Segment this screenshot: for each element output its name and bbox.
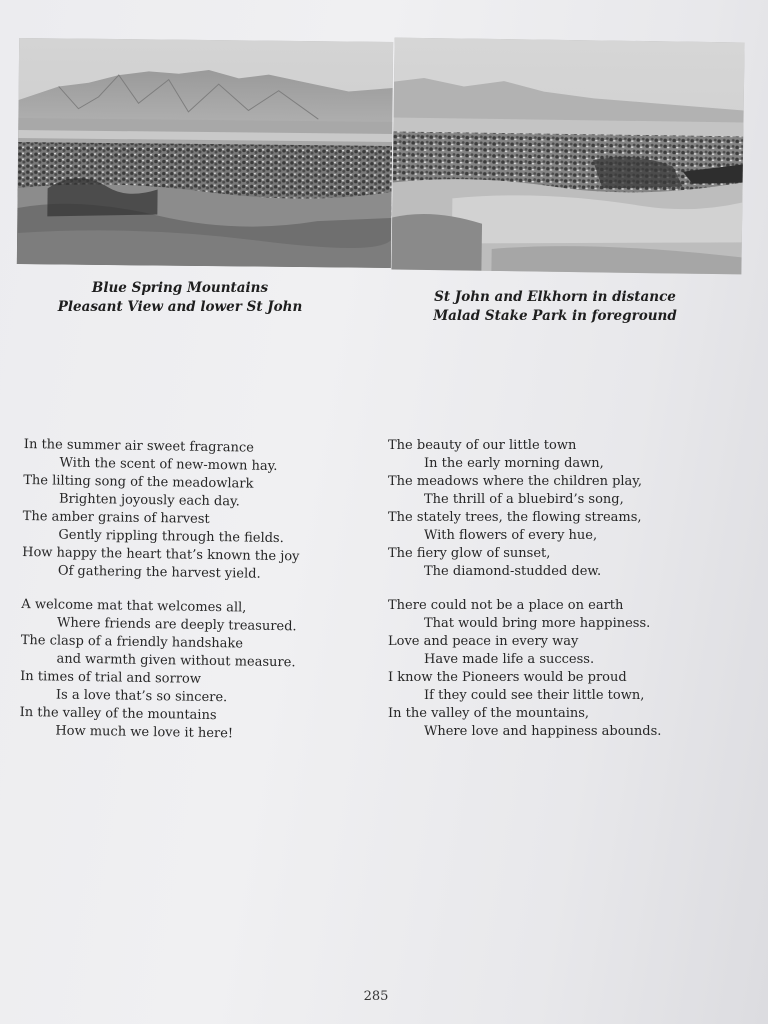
poem-line: The amber grains of harvest	[22, 508, 210, 527]
poem-line: The meadows where the children play,	[388, 474, 643, 489]
poem-line: and warmth given without measure.	[56, 651, 296, 671]
poem-line: With flowers of every hue,	[424, 528, 598, 543]
poem-line: How happy the heart that’s known the joy	[22, 544, 300, 565]
caption-right-line-2: Malad Stake Park in foreground	[433, 308, 677, 324]
photo-caption-left	[40, 279, 320, 317]
stanza-gap	[388, 581, 661, 597]
page-number: 285	[363, 989, 389, 1004]
poem-line: In the valley of the mountains,	[388, 706, 590, 721]
poem-line: The fiery glow of sunset,	[388, 546, 551, 561]
poem-line: Have made life a success.	[424, 652, 595, 667]
poem-line: In the early morning dawn,	[424, 456, 604, 471]
poem-left-stanza-2	[19, 596, 299, 744]
poem-line: The thrill of a bluebird’s song,	[424, 492, 624, 507]
poem-line: Where love and happiness abounds.	[424, 724, 662, 739]
poem-line: The diamond-studded dew.	[424, 564, 602, 579]
poem-line: How much we love it here!	[55, 723, 234, 742]
poem-line: In times of trial and sorrow	[20, 668, 202, 687]
poem-line: That would bring more happiness.	[424, 616, 651, 631]
poem-line: In the summer air sweet fragrance	[23, 436, 254, 456]
poem-line: The lilting song of the meadowlark	[23, 472, 254, 492]
poem-right-stanza-2	[388, 597, 661, 741]
poem-line: The clasp of a friendly handshake	[20, 632, 244, 652]
photo-caption-right	[410, 288, 700, 326]
poem-column-left	[19, 436, 301, 744]
caption-right-line-1: St John and Elkhorn in distance	[434, 289, 676, 305]
poem-line: Where friends are deeply treasured.	[56, 615, 297, 635]
poem-left-stanza-1	[22, 436, 302, 584]
poem-line: The beauty of our little town	[388, 438, 577, 453]
poem-line: A welcome mat that welcomes all,	[21, 596, 247, 616]
poem-line: Gently rippling through the fields.	[58, 527, 284, 547]
poem-line: I know the Pioneers would be proud	[388, 670, 627, 685]
poem-line: In the valley of the mountains	[19, 704, 217, 724]
caption-left-line-2: Pleasant View and lower St John	[57, 299, 303, 315]
poem-line: Brighten joyously each day.	[58, 491, 240, 510]
poem-line: Love and peace in every way	[388, 634, 579, 649]
poem-line: There could not be a place on earth	[388, 598, 624, 613]
poem-column-right	[388, 437, 661, 741]
poem-line: The stately trees, the flowing streams,	[388, 510, 642, 525]
poem-line: With the scent of new-mown hay.	[59, 455, 278, 474]
landscape-photo-right	[391, 38, 744, 275]
poem-line: Of gathering the harvest yield.	[57, 563, 261, 582]
landscape-photo-left	[17, 38, 393, 268]
poem-right-stanza-1	[388, 437, 661, 581]
caption-left-line-1: Blue Spring Mountains	[91, 280, 269, 296]
poem-line: If they could see their little town,	[424, 688, 645, 703]
poem-line: Is a love that’s so sincere.	[55, 687, 228, 706]
